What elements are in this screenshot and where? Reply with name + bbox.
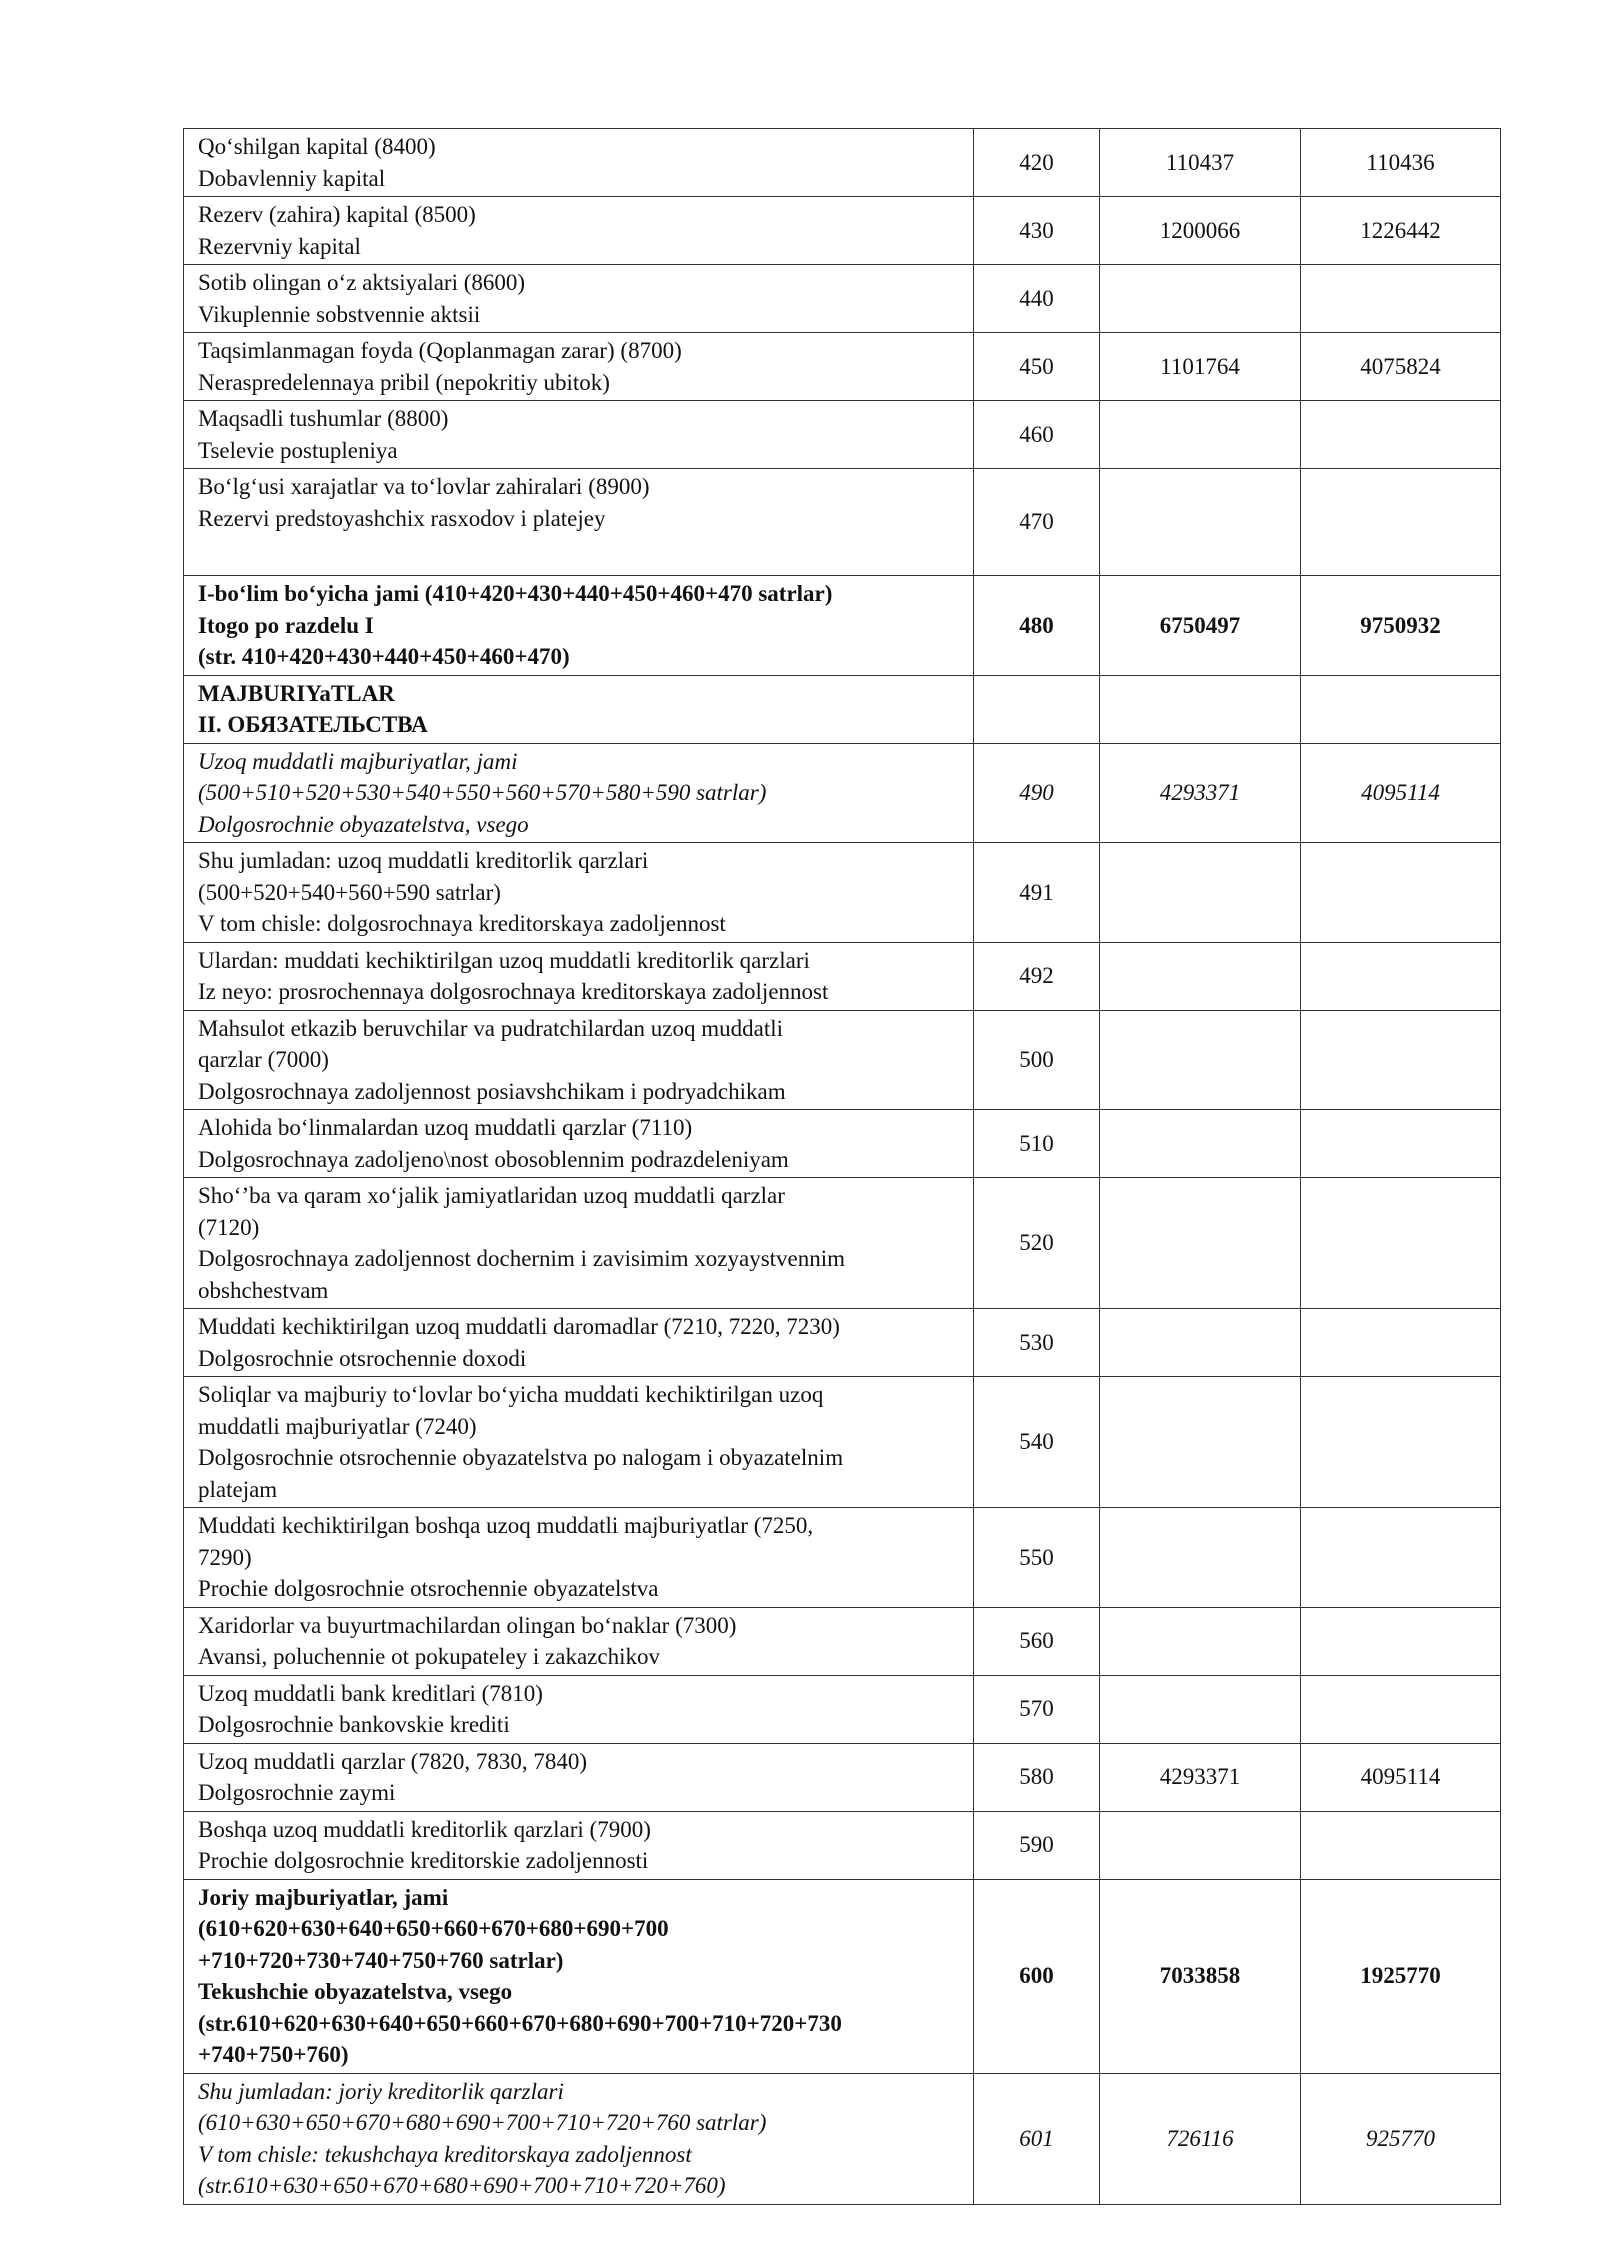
value-period-end: 1226442 (1301, 197, 1501, 265)
table-row (184, 1879, 1501, 2073)
table-row (184, 1010, 1501, 1110)
value-period-end (1301, 401, 1501, 469)
row-code: 580 (974, 1743, 1100, 1811)
row-description-line: Uzoq muddatli qarzlar (7820, 7830, 7840) (198, 1748, 587, 1774)
row-description-line: qarzlar (7000) (198, 1047, 329, 1072)
row-code: 500 (974, 1010, 1100, 1110)
row-description-line: V tom chisle: tekushchaya kreditorskaya zadoljennost (198, 2141, 692, 2167)
value-period-end: 4095114 (1301, 1743, 1501, 1811)
row-description-line: I-bo‘lim bo‘yicha jami (410+420+430+440+450+460+470 satrlar) (198, 581, 833, 606)
row-description-line: Dolgosrochnaya zadoljennost dochernim i zavisimim xozyaystvennim (198, 1246, 846, 1271)
row-description (184, 1010, 974, 1110)
row-code: 560 (974, 1607, 1100, 1675)
row-description-line: Mahsulot etkazib beruvchilar va pudratchilardan uzoq muddatli (198, 1015, 784, 1041)
row-description-line: Bo‘lg‘usi xarajatlar va to‘lovlar zahiralari (8900) (198, 474, 650, 499)
table-row (184, 129, 1501, 197)
table-row (184, 469, 1501, 576)
table-row (184, 743, 1501, 843)
row-description-line: Dolgosrochnie zaymi (198, 1780, 396, 1805)
balance-table-body (184, 129, 1501, 2205)
value-period-start (1100, 1607, 1301, 1675)
row-description (184, 265, 974, 333)
row-description-line: II. ОБЯЗАТЕЛЬСТВА (198, 712, 428, 737)
row-description-line: Alohida bo‘linmalardan uzoq muddatli qarzlar (7110) (198, 1115, 693, 1140)
row-description-line: Tselevie postupleniya (198, 437, 398, 463)
row-description-line: (500+510+520+530+540+550+560+570+580+590 satrlar) (198, 780, 767, 805)
row-description-line: Dolgosrochnie otsrochennie doxodi (198, 1345, 527, 1371)
value-period-start (1100, 675, 1301, 743)
table-row (184, 1607, 1501, 1675)
row-description-line: (str.610+630+650+670+680+690+700+710+720+760) (198, 2173, 726, 2198)
row-description-line: (str.610+620+630+640+650+660+670+680+690+700+710+720+730 (198, 2010, 842, 2036)
row-code: 491 (974, 843, 1100, 943)
row-description-line: Rezerv (zahira) kapital (8500) (198, 202, 476, 227)
row-description-line: Rezervi predstoyashchix rasxodov i platejey (198, 505, 606, 531)
value-period-start (1100, 1178, 1301, 1309)
row-description-line: Sotib olingan o‘z aktsiyalari (8600) (198, 270, 526, 295)
row-code: 430 (974, 197, 1100, 265)
row-description-line: Uzoq muddatli majburiyatlar, jami (198, 748, 518, 774)
value-period-start (1100, 1010, 1301, 1110)
row-code: 510 (974, 1110, 1100, 1178)
row-description-line: Taqsimlanmagan foyda (Qoplanmagan zarar) (8700) (198, 338, 682, 363)
table-row (184, 1178, 1501, 1309)
row-description-line: Boshqa uzoq muddatli kreditorlik qarzlari (7900) (198, 1816, 651, 1842)
value-period-end (1301, 843, 1501, 943)
value-period-start: 1200066 (1100, 197, 1301, 265)
row-description-line: Vikuplennie sobstvennie aktsii (198, 301, 481, 327)
row-code: 520 (974, 1178, 1100, 1309)
balance-table (183, 128, 1501, 2205)
row-code: 530 (974, 1309, 1100, 1377)
row-description (184, 1309, 974, 1377)
value-period-end (1301, 942, 1501, 1010)
table-row (184, 1743, 1501, 1811)
row-description-line: Soliqlar va majburiy to‘lovlar bo‘yicha muddati kechiktirilgan uzoq (198, 1382, 824, 1407)
value-period-start: 7033858 (1100, 1879, 1301, 2073)
value-period-end: 925770 (1301, 2073, 1501, 2204)
row-description-line: platejam (198, 1476, 278, 1502)
row-description-line: (610+620+630+640+650+660+670+680+690+700 (198, 1916, 669, 1941)
row-description-line: Dolgosrochnaya zadoljeno\nost obosoblennim podrazdeleniyam (198, 1146, 789, 1172)
value-period-end (1301, 1010, 1501, 1110)
row-description-line: obshchestvam (198, 1277, 329, 1303)
row-description-line: +740+750+760) (198, 2042, 349, 2067)
row-description (184, 2073, 974, 2204)
row-description (184, 333, 974, 401)
table-row (184, 265, 1501, 333)
row-description (184, 129, 974, 197)
row-code: 460 (974, 401, 1100, 469)
row-description (184, 1110, 974, 1178)
table-row (184, 1377, 1501, 1508)
row-description-line: V tom chisle: dolgosrochnaya kreditorskaya zadoljennost (198, 911, 726, 936)
row-description-line: Prochie dolgosrochnie kreditorskie zadoljennosti (198, 1848, 649, 1873)
table-row (184, 1675, 1501, 1743)
value-period-start (1100, 1675, 1301, 1743)
row-description (184, 1811, 974, 1879)
row-code (974, 675, 1100, 743)
table-row (184, 197, 1501, 265)
row-description-line: (str. 410+420+430+440+450+460+470) (198, 644, 570, 669)
row-description-line: Shu jumladan: joriy kreditorlik qarzlari (198, 2078, 564, 2104)
row-code: 550 (974, 1508, 1100, 1608)
value-period-end: 110436 (1301, 129, 1501, 197)
value-period-end (1301, 265, 1501, 333)
row-description-line: +710+720+730+740+750+760 satrlar) (198, 1947, 564, 1973)
value-period-start (1100, 942, 1301, 1010)
row-description-line: (7120) (198, 1214, 260, 1240)
row-code: 490 (974, 743, 1100, 843)
row-description-line: Ulardan: muddati kechiktirilgan uzoq muddatli kreditorlik qarzlari (198, 947, 810, 973)
value-period-end: 9750932 (1301, 576, 1501, 676)
row-description-line: Itogo po razdelu I (198, 612, 374, 638)
row-description-line: Avansi, poluchennie ot pokupateley i zakazchikov (198, 1644, 660, 1669)
value-period-start (1100, 401, 1301, 469)
row-code: 570 (974, 1675, 1100, 1743)
value-period-end (1301, 469, 1501, 576)
value-period-end (1301, 1607, 1501, 1675)
row-code: 440 (974, 265, 1100, 333)
row-description-line: Dolgosrochnie bankovskie krediti (198, 1712, 510, 1737)
row-description (184, 1743, 974, 1811)
row-description-line: Dobavlenniy kapital (198, 165, 386, 191)
row-description-line: Muddati kechiktirilgan boshqa uzoq muddatli majburiyatlar (7250, (198, 1513, 814, 1538)
row-description-line: Rezervniy kapital (198, 233, 361, 259)
value-period-end (1301, 1110, 1501, 1178)
value-period-start (1100, 1110, 1301, 1178)
table-row (184, 1508, 1501, 1608)
row-description-line: Qo‘shilgan kapital (8400) (198, 134, 436, 159)
row-description-line: (610+630+650+670+680+690+700+710+720+760 satrlar) (198, 2110, 767, 2135)
row-description-line: Dolgosrochnaya zadoljennost posiavshchikam i podryadchikam (198, 1078, 786, 1104)
row-code: 470 (974, 469, 1100, 576)
row-code: 600 (974, 1879, 1100, 2073)
row-description (184, 1178, 974, 1309)
table-row (184, 1309, 1501, 1377)
value-period-end (1301, 1377, 1501, 1508)
row-description (184, 197, 974, 265)
value-period-start: 4293371 (1100, 743, 1301, 843)
row-description (184, 1879, 974, 2073)
value-period-start (1100, 265, 1301, 333)
value-period-start: 1101764 (1100, 333, 1301, 401)
value-period-end (1301, 1309, 1501, 1377)
row-description (184, 1675, 974, 1743)
row-description (184, 401, 974, 469)
row-description (184, 1508, 974, 1608)
table-row (184, 333, 1501, 401)
table-row (184, 843, 1501, 943)
row-code: 450 (974, 333, 1100, 401)
value-period-end (1301, 1675, 1501, 1743)
row-description (184, 469, 974, 576)
row-description-line: muddatli majburiyatlar (7240) (198, 1413, 477, 1439)
value-period-end: 4075824 (1301, 333, 1501, 401)
value-period-end (1301, 1508, 1501, 1608)
row-description-line: Maqsadli tushumlar (8800) (198, 406, 449, 431)
value-period-start (1100, 1811, 1301, 1879)
value-period-start: 4293371 (1100, 1743, 1301, 1811)
row-description (184, 1607, 974, 1675)
balance-sheet (183, 128, 1500, 2205)
table-row (184, 1110, 1501, 1178)
table-row (184, 401, 1501, 469)
value-period-start: 726116 (1100, 2073, 1301, 2204)
value-period-start (1100, 1508, 1301, 1608)
table-row (184, 675, 1501, 743)
row-description-line: Dolgosrochnie otsrochennie obyazatelstva po nalogam i obyazatelnim (198, 1445, 844, 1470)
row-code: 590 (974, 1811, 1100, 1879)
value-period-start (1100, 1309, 1301, 1377)
row-description-line: Uzoq muddatli bank kreditlari (7810) (198, 1680, 543, 1706)
table-row (184, 576, 1501, 676)
value-period-start (1100, 469, 1301, 576)
row-code: 540 (974, 1377, 1100, 1508)
row-description-line: Shu jumladan: uzoq muddatli kreditorlik qarzlari (198, 848, 649, 873)
value-period-start (1100, 1377, 1301, 1508)
row-description-line: Dolgosrochnie obyazatelstva, vsego (198, 811, 529, 837)
value-period-start: 110437 (1100, 129, 1301, 197)
value-period-end (1301, 675, 1501, 743)
row-code: 480 (974, 576, 1100, 676)
table-row (184, 2073, 1501, 2204)
row-description-line: Iz neyo: prosrochennaya dolgosrochnaya kreditorskaya zadoljennost (198, 979, 829, 1004)
row-description-line: Muddati kechiktirilgan uzoq muddatli daromadlar (7210, 7220, 7230) (198, 1314, 840, 1339)
row-description (184, 743, 974, 843)
row-description (184, 1377, 974, 1508)
table-row (184, 1811, 1501, 1879)
row-description (184, 942, 974, 1010)
value-period-start: 6750497 (1100, 576, 1301, 676)
row-description-line: Xaridorlar va buyurtmachilardan olingan bo‘naklar (7300) (198, 1612, 737, 1638)
row-code: 420 (974, 129, 1100, 197)
row-description-line: MAJBURIYaTLAR (198, 680, 395, 706)
row-description-line (198, 534, 963, 566)
row-description (184, 576, 974, 676)
value-period-end (1301, 1811, 1501, 1879)
value-period-end (1301, 1178, 1501, 1309)
row-description-line: Joriy majburiyatlar, jami (198, 1884, 449, 1910)
row-description-line: Prochie dolgosrochnie otsrochennie obyazatelstva (198, 1576, 659, 1601)
row-description (184, 675, 974, 743)
value-period-end: 1925770 (1301, 1879, 1501, 2073)
table-row (184, 942, 1501, 1010)
row-description-line: Tekushchie obyazatelstva, vsego (198, 1979, 513, 2004)
row-description-line: Sho‘’ba va qaram xo‘jalik jamiyatlaridan uzoq muddatli qarzlar (198, 1183, 785, 1208)
value-period-end: 4095114 (1301, 743, 1501, 843)
row-code: 492 (974, 942, 1100, 1010)
value-period-start (1100, 843, 1301, 943)
row-code: 601 (974, 2073, 1100, 2204)
row-description-line: Neraspredelennaya pribil (nepokritiy ubitok) (198, 369, 610, 395)
row-description-line: 7290) (198, 1544, 252, 1570)
row-description-line: (500+520+540+560+590 satrlar) (198, 879, 501, 905)
row-description (184, 843, 974, 943)
